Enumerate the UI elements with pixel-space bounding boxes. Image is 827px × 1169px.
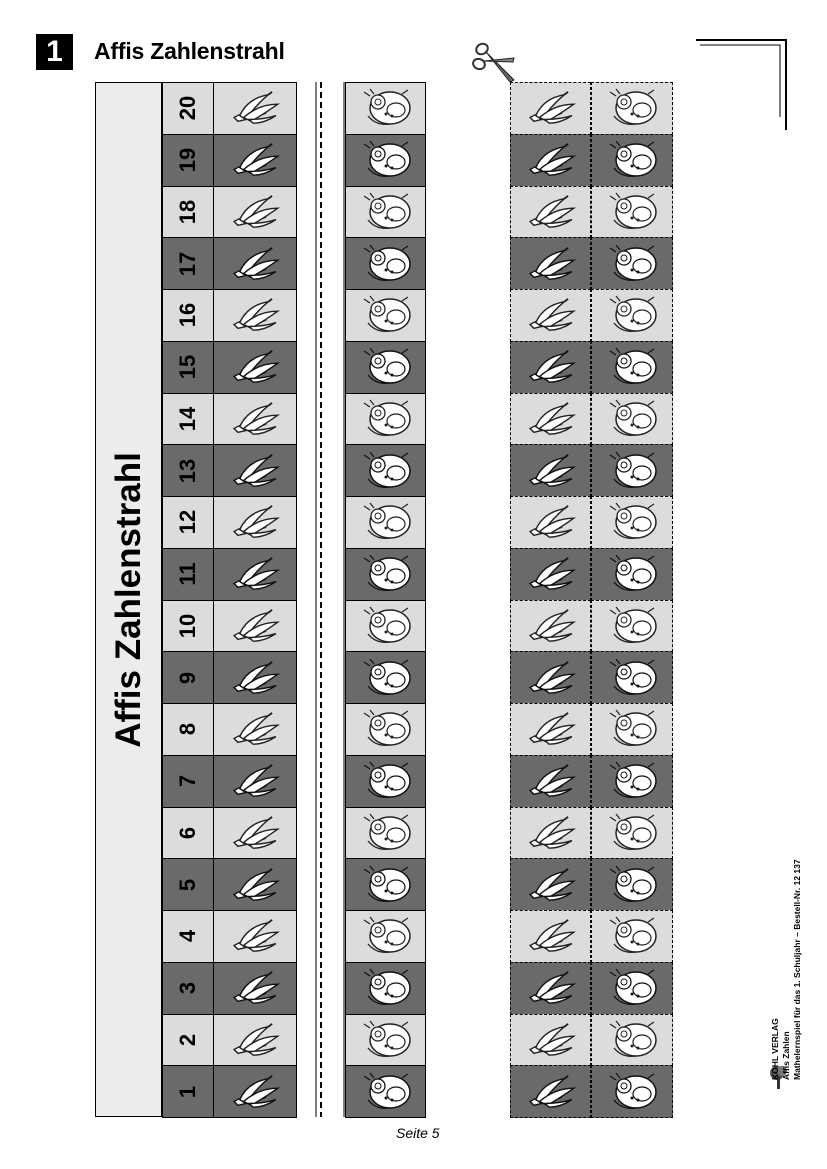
banana-icon xyxy=(226,452,284,490)
number-cell xyxy=(162,703,214,756)
monkey-cell xyxy=(345,393,426,446)
banana-cell xyxy=(213,393,297,446)
monkey-icon xyxy=(602,86,662,130)
monkey-icon xyxy=(602,190,662,234)
monkey-icon xyxy=(356,449,416,493)
dashed-cut-line xyxy=(315,82,345,1117)
banana-card[interactable] xyxy=(510,600,591,653)
monkey-card[interactable] xyxy=(591,910,673,963)
monkey-icon xyxy=(356,345,416,389)
monkey-icon xyxy=(356,500,416,544)
banana-icon xyxy=(522,452,580,490)
scissors-icon xyxy=(470,40,520,86)
monkey-icon xyxy=(602,293,662,337)
number-cell xyxy=(162,237,214,290)
number-cell xyxy=(162,910,214,963)
monkey-card[interactable] xyxy=(591,393,673,446)
monkey-cell xyxy=(345,858,426,911)
monkey-cell xyxy=(345,237,426,290)
monkey-card[interactable] xyxy=(591,807,673,860)
banana-cell xyxy=(213,289,297,342)
banana-icon xyxy=(226,969,284,1007)
monkey-cell xyxy=(345,807,426,860)
number-label: 17 xyxy=(175,251,200,276)
number-label: 10 xyxy=(175,613,200,639)
banana-cell xyxy=(213,444,297,497)
banana-icon xyxy=(522,193,580,231)
monkey-icon xyxy=(356,707,416,751)
monkey-icon xyxy=(356,1018,416,1062)
banana-icon xyxy=(226,710,284,748)
banana-icon xyxy=(226,89,284,127)
number-label: 19 xyxy=(175,147,200,173)
monkey-cell xyxy=(345,600,426,653)
monkey-icon xyxy=(356,604,416,648)
monkey-cell xyxy=(345,186,426,239)
banana-cell xyxy=(213,703,297,756)
number-cell xyxy=(162,962,214,1015)
number-cell xyxy=(162,341,214,394)
banana-card[interactable] xyxy=(510,444,591,497)
number-cell xyxy=(162,548,214,601)
banana-icon xyxy=(522,89,580,127)
page-number: Seite 5 xyxy=(396,1125,440,1141)
banana-cell xyxy=(213,755,297,808)
monkey-cell xyxy=(345,548,426,601)
number-label: 15 xyxy=(175,354,200,380)
banana-card[interactable] xyxy=(510,341,591,394)
number-cell xyxy=(162,807,214,860)
banana-card[interactable] xyxy=(510,1065,591,1118)
monkey-icon xyxy=(356,86,416,130)
number-cell xyxy=(162,393,214,446)
number-label: 20 xyxy=(175,96,200,121)
number-cell xyxy=(162,444,214,497)
banana-card[interactable] xyxy=(510,858,591,911)
cut-out-card-column xyxy=(510,82,673,1117)
number-label: 1 xyxy=(175,1085,200,1098)
number-label: 2 xyxy=(175,1033,200,1046)
monkey-icon xyxy=(356,552,416,596)
exercise-number-badge: 1 xyxy=(36,34,73,70)
banana-card[interactable] xyxy=(510,186,591,239)
number-label: 6 xyxy=(175,826,200,839)
banana-card[interactable] xyxy=(510,289,591,342)
banana-card[interactable] xyxy=(510,496,591,549)
corner-frame-decoration xyxy=(696,39,788,131)
number-label: 7 xyxy=(175,775,200,788)
monkey-card[interactable] xyxy=(591,703,673,756)
monkey-card[interactable] xyxy=(591,962,673,1015)
banana-card[interactable] xyxy=(510,393,591,446)
banana-icon xyxy=(522,607,580,645)
monkey-cell xyxy=(345,1014,426,1067)
banana-card[interactable] xyxy=(510,1014,591,1067)
number-cell xyxy=(162,289,214,342)
monkey-icon xyxy=(356,138,416,182)
banana-card[interactable] xyxy=(510,755,591,808)
monkey-card[interactable] xyxy=(591,82,673,135)
number-label: 8 xyxy=(175,723,200,736)
monkey-card[interactable] xyxy=(591,444,673,497)
monkey-card[interactable] xyxy=(591,496,673,549)
monkey-cell xyxy=(345,496,426,549)
monkey-icon xyxy=(356,190,416,234)
banana-card[interactable] xyxy=(510,237,591,290)
number-cell xyxy=(162,858,214,911)
strip-title-panel xyxy=(95,82,162,1117)
banana-icon xyxy=(226,245,284,283)
banana-cell xyxy=(213,496,297,549)
banana-cell xyxy=(213,600,297,653)
number-label: 14 xyxy=(175,406,200,432)
banana-icon xyxy=(522,710,580,748)
banana-icon xyxy=(522,555,580,593)
banana-cell xyxy=(213,1065,297,1118)
banana-icon xyxy=(226,866,284,904)
number-cell xyxy=(162,186,214,239)
monkey-card[interactable] xyxy=(591,1014,673,1067)
monkey-cell xyxy=(345,1065,426,1118)
monkey-icon xyxy=(602,397,662,441)
monkey-icon xyxy=(602,914,662,958)
monkey-card[interactable] xyxy=(591,1065,673,1118)
monkey-cell xyxy=(345,910,426,963)
banana-card[interactable] xyxy=(510,548,591,601)
monkey-icon xyxy=(356,863,416,907)
banana-icon xyxy=(522,814,580,852)
monkey-card[interactable] xyxy=(591,755,673,808)
monkey-card[interactable] xyxy=(591,651,673,704)
banana-icon xyxy=(522,400,580,438)
banana-icon xyxy=(226,814,284,852)
monkey-icon xyxy=(602,449,662,493)
banana-cell xyxy=(213,341,297,394)
monkey-icon xyxy=(356,242,416,286)
monkey-card[interactable] xyxy=(591,858,673,911)
number-cell xyxy=(162,651,214,704)
number-label: 13 xyxy=(175,458,200,483)
banana-icon xyxy=(522,969,580,1007)
banana-card[interactable] xyxy=(510,82,591,135)
banana-icon xyxy=(522,1021,580,1059)
banana-icon xyxy=(522,917,580,955)
banana-cell xyxy=(213,807,297,860)
banana-icon xyxy=(522,762,580,800)
publisher-line-2: Mathelernspiel für das 1. Schuljahr – Bestell-Nr. 12 137 xyxy=(792,859,802,1080)
monkey-icon xyxy=(602,138,662,182)
monkey-icon xyxy=(356,656,416,700)
monkey-card[interactable] xyxy=(591,289,673,342)
monkey-icon xyxy=(602,345,662,389)
banana-icon xyxy=(522,1073,580,1111)
monkey-cell xyxy=(345,651,426,704)
monkey-cell xyxy=(345,134,426,187)
monkey-icon xyxy=(356,759,416,803)
banana-icon xyxy=(226,1021,284,1059)
monkey-icon xyxy=(602,552,662,596)
monkey-card[interactable] xyxy=(591,341,673,394)
monkey-icon xyxy=(602,1018,662,1062)
monkey-icon xyxy=(602,966,662,1010)
banana-icon xyxy=(522,245,580,283)
banana-card[interactable] xyxy=(510,962,591,1015)
banana-icon xyxy=(522,659,580,697)
banana-icon xyxy=(226,296,284,334)
banana-icon xyxy=(226,348,284,386)
monkey-card[interactable] xyxy=(591,134,673,187)
number-label: 12 xyxy=(175,510,200,535)
monkey-icon xyxy=(356,811,416,855)
banana-card[interactable] xyxy=(510,134,591,187)
banana-icon xyxy=(226,1073,284,1111)
monkey-cell xyxy=(345,755,426,808)
monkey-cell xyxy=(345,341,426,394)
monkey-cell xyxy=(345,82,426,135)
number-label: 3 xyxy=(175,982,200,995)
monkey-cell xyxy=(345,703,426,756)
number-cell xyxy=(162,1014,214,1067)
banana-cell xyxy=(213,82,297,135)
monkey-icon xyxy=(602,811,662,855)
banana-card[interactable] xyxy=(510,807,591,860)
monkey-icon xyxy=(356,1070,416,1114)
monkey-cell xyxy=(345,962,426,1015)
number-line-strip xyxy=(95,82,426,1117)
banana-icon xyxy=(522,866,580,904)
number-label: 16 xyxy=(175,303,200,328)
monkey-icon xyxy=(356,397,416,441)
publisher-imprint xyxy=(770,840,810,1080)
monkey-icon xyxy=(602,707,662,751)
banana-cell xyxy=(213,858,297,911)
banana-card[interactable] xyxy=(510,703,591,756)
page-title: Affis Zahlenstrahl xyxy=(94,38,285,64)
monkey-icon xyxy=(602,863,662,907)
banana-cell xyxy=(213,651,297,704)
monkey-cell xyxy=(345,444,426,497)
banana-icon xyxy=(522,503,580,541)
monkey-icon xyxy=(356,293,416,337)
banana-cell xyxy=(213,186,297,239)
number-cell xyxy=(162,600,214,653)
banana-cell xyxy=(213,1014,297,1067)
monkey-card[interactable] xyxy=(591,600,673,653)
banana-icon xyxy=(226,917,284,955)
monkey-icon xyxy=(602,656,662,700)
banana-icon xyxy=(226,762,284,800)
number-label: 4 xyxy=(175,930,200,943)
banana-cell xyxy=(213,962,297,1015)
monkey-icon xyxy=(602,1070,662,1114)
number-label: 5 xyxy=(175,878,200,891)
banana-icon xyxy=(226,659,284,697)
monkey-icon xyxy=(602,604,662,648)
number-label: 9 xyxy=(175,671,200,684)
number-label: 11 xyxy=(175,562,200,586)
banana-card[interactable] xyxy=(510,651,591,704)
banana-cell xyxy=(213,910,297,963)
publisher-line-1: Affis Zahlen xyxy=(781,1031,791,1080)
banana-icon xyxy=(226,503,284,541)
monkey-icon xyxy=(602,242,662,286)
number-cell xyxy=(162,755,214,808)
publisher-logo-text: KOHL VERLAG xyxy=(770,1018,780,1080)
banana-icon xyxy=(522,141,580,179)
monkey-cell xyxy=(345,289,426,342)
banana-icon xyxy=(522,348,580,386)
number-cell xyxy=(162,82,214,135)
banana-cell xyxy=(213,237,297,290)
number-cell xyxy=(162,1065,214,1118)
banana-card[interactable] xyxy=(510,910,591,963)
monkey-icon xyxy=(602,759,662,803)
banana-icon xyxy=(226,141,284,179)
number-cell xyxy=(162,134,214,187)
banana-cell xyxy=(213,548,297,601)
banana-icon xyxy=(226,555,284,593)
monkey-card[interactable] xyxy=(591,186,673,239)
banana-cell xyxy=(213,134,297,187)
banana-icon xyxy=(522,296,580,334)
monkey-icon xyxy=(356,966,416,1010)
monkey-card[interactable] xyxy=(591,237,673,290)
monkey-icon xyxy=(602,500,662,544)
banana-icon xyxy=(226,193,284,231)
strip-title: Affis Zahlenstrahl xyxy=(108,451,148,748)
number-cell xyxy=(162,496,214,549)
banana-icon xyxy=(226,607,284,645)
banana-icon xyxy=(226,400,284,438)
monkey-card[interactable] xyxy=(591,548,673,601)
monkey-icon xyxy=(356,914,416,958)
number-label: 18 xyxy=(175,199,200,225)
